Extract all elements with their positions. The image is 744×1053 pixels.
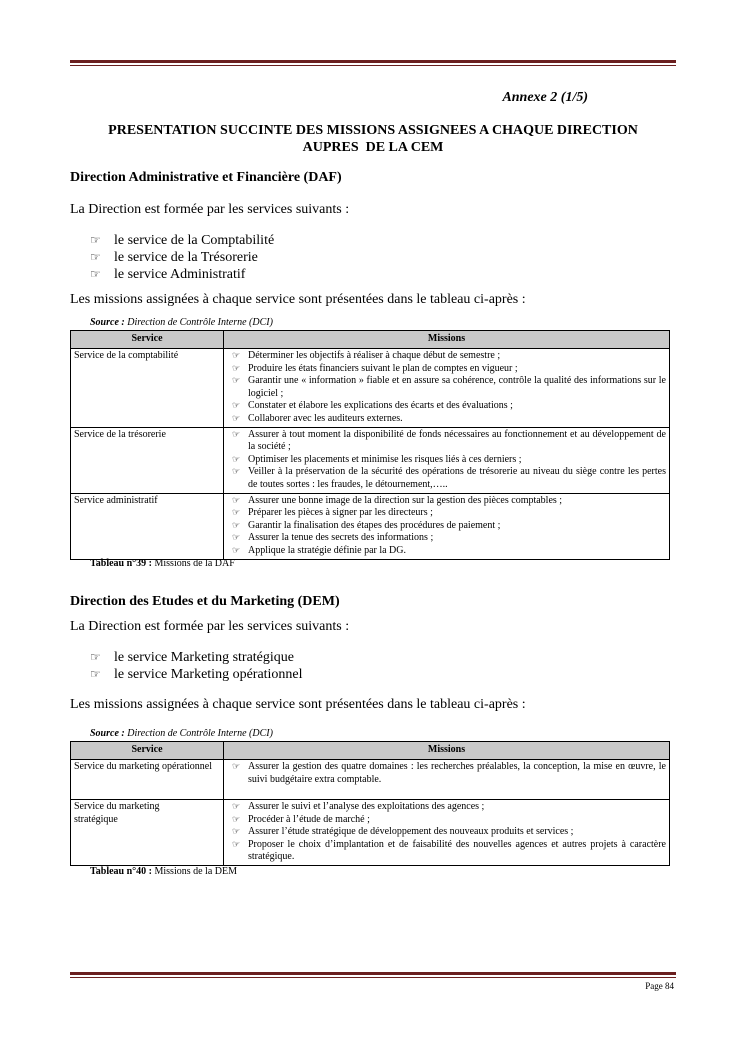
dem-table-caption: Tableau n°40 : Missions de la DEM: [90, 866, 237, 877]
pointing-hand-icon: ☞: [232, 762, 241, 772]
pointing-hand-icon: ☞: [232, 401, 241, 412]
page-title: PRESENTATION SUCCINTE DES MISSIONS ASSIGNEES A CHAQUE DIRECTION AUPRES DE LA CEM: [108, 123, 638, 155]
top-rule: [70, 60, 676, 66]
service-cell: Service administratif: [71, 493, 224, 559]
pointing-hand-icon: ☞: [90, 650, 101, 664]
missions-cell: ☞ Assurer une bonne image de la direction sur la gestion des pièces comptables ; ☞ Préparer les pièces à signer par les directeurs ; ☞ Garantir la finalisation des étapes des procédures de paiement ; ☞ Assurer la tenue des secrets des informations ; ☞ Applique la stratégie définie par la DG.: [224, 493, 670, 559]
column-header-missions: Missions: [224, 742, 670, 760]
pointing-hand-icon: ☞: [90, 250, 101, 264]
pointing-hand-icon: ☞: [90, 667, 101, 681]
pointing-hand-icon: ☞: [232, 508, 241, 519]
list-item: ☞ le service Marketing stratégique: [90, 650, 294, 665]
table-row: [71, 349, 670, 428]
list-item: ☞ le service de la Trésorerie: [90, 250, 258, 265]
service-cell: Service de la trésorerie: [71, 427, 224, 493]
missions-cell: ☞ Assurer le suivi et l’analyse des exploitations des agences ; ☞ Procéder à l’étude de marché ; ☞ Assurer l’étude stratégique de développement des nouveaux produits et services ; ☞ Proposer le choix d’implantation et de faisabilité des nouvelles agences et autres projets à caractère stratégique.: [224, 800, 670, 866]
pointing-hand-icon: ☞: [232, 814, 241, 825]
daf-heading: Direction Administrative et Financière (DAF): [70, 170, 342, 185]
page-number: Page 84: [645, 981, 674, 991]
pointing-hand-icon: ☞: [232, 839, 241, 850]
daf-table-caption: Tableau n°39 : Missions de la DAF: [90, 558, 235, 569]
service-cell: Service de la comptabilité: [71, 349, 224, 428]
daf-missions-intro: Les missions assignées à chaque service sont présentées dans le tableau ci-après :: [70, 292, 526, 307]
daf-source: Source : Direction de Contrôle Interne (DCI): [90, 317, 273, 328]
column-header-missions: Missions: [224, 331, 670, 349]
list-item: ☞ le service Marketing opérationnel: [90, 667, 303, 682]
pointing-hand-icon: ☞: [232, 363, 241, 374]
daf-intro: La Direction est formée par les services suivants :: [70, 202, 350, 217]
pointing-hand-icon: ☞: [232, 467, 241, 478]
table-row: [71, 800, 670, 866]
pointing-hand-icon: ☞: [90, 267, 101, 281]
pointing-hand-icon: ☞: [232, 533, 241, 544]
pointing-hand-icon: ☞: [232, 520, 241, 531]
pointing-hand-icon: ☞: [232, 376, 241, 387]
annex-label: Annexe 2 (1/5): [502, 90, 588, 105]
table-row: [71, 760, 670, 800]
pointing-hand-icon: ☞: [232, 351, 241, 361]
column-header-service: Service: [71, 331, 224, 349]
dem-intro: La Direction est formée par les services suivants :: [70, 619, 350, 634]
pointing-hand-icon: ☞: [232, 429, 241, 440]
pointing-hand-icon: ☞: [232, 495, 241, 506]
pointing-hand-icon: ☞: [90, 233, 101, 247]
list-item: ☞ le service de la Comptabilité: [90, 233, 275, 248]
dem-missions-intro: Les missions assignées à chaque service sont présentées dans le tableau ci-après :: [70, 697, 526, 712]
pointing-hand-icon: ☞: [232, 827, 241, 838]
dem-missions-table: [70, 741, 670, 866]
daf-services-list: [90, 232, 274, 283]
daf-missions-table: [70, 330, 670, 560]
missions-cell: ☞ Assurer à tout moment la disponibilité de fonds nécessaires au fonctionnement et au développement de la société ; ☞ Optimiser les placements et minimise les risques liés à ces derniers ; ☞ Veiller à la préservation de la sécurité des opérations de trésorerie au niveau du siège contre les pertes de toutes sortes : les fraudes, le détournement,…..: [224, 427, 670, 493]
pointing-hand-icon: ☞: [232, 454, 241, 465]
list-item: ☞ le service Administratif: [90, 267, 246, 282]
missions-cell: ☞ Assurer la gestion des quatre domaines : les recherches préalables, la conception, la mise en œuvre, le suivi budgétaire extra comptable.: [224, 760, 670, 800]
dem-services-list: [90, 649, 303, 683]
table-row: [71, 493, 670, 559]
column-header-service: Service: [71, 742, 224, 760]
service-cell: Service du marketing opérationnel: [71, 760, 224, 800]
table-row: [71, 427, 670, 493]
pointing-hand-icon: ☞: [232, 545, 241, 556]
dem-heading: Direction des Etudes et du Marketing (DEM): [70, 594, 340, 609]
pointing-hand-icon: ☞: [232, 802, 241, 812]
bottom-rule: [70, 972, 676, 978]
missions-cell: ☞ Déterminer les objectifs à réaliser à chaque début de semestre ; ☞ Produire les états financiers suivant le plan de comptes en vigueur ; ☞ Garantir une « information » fiable et en assure sa cohérence, contrôle la qualité des informations sur le logiciel ; ☞ Constater et élabore les explications des écarts et des évaluations ; ☞ Collaborer avec les auditeurs externes.: [224, 349, 670, 428]
dem-source: Source : Direction de Contrôle Interne (DCI): [90, 728, 273, 739]
pointing-hand-icon: ☞: [232, 413, 241, 424]
service-cell: Service du marketing stratégique: [71, 800, 224, 866]
